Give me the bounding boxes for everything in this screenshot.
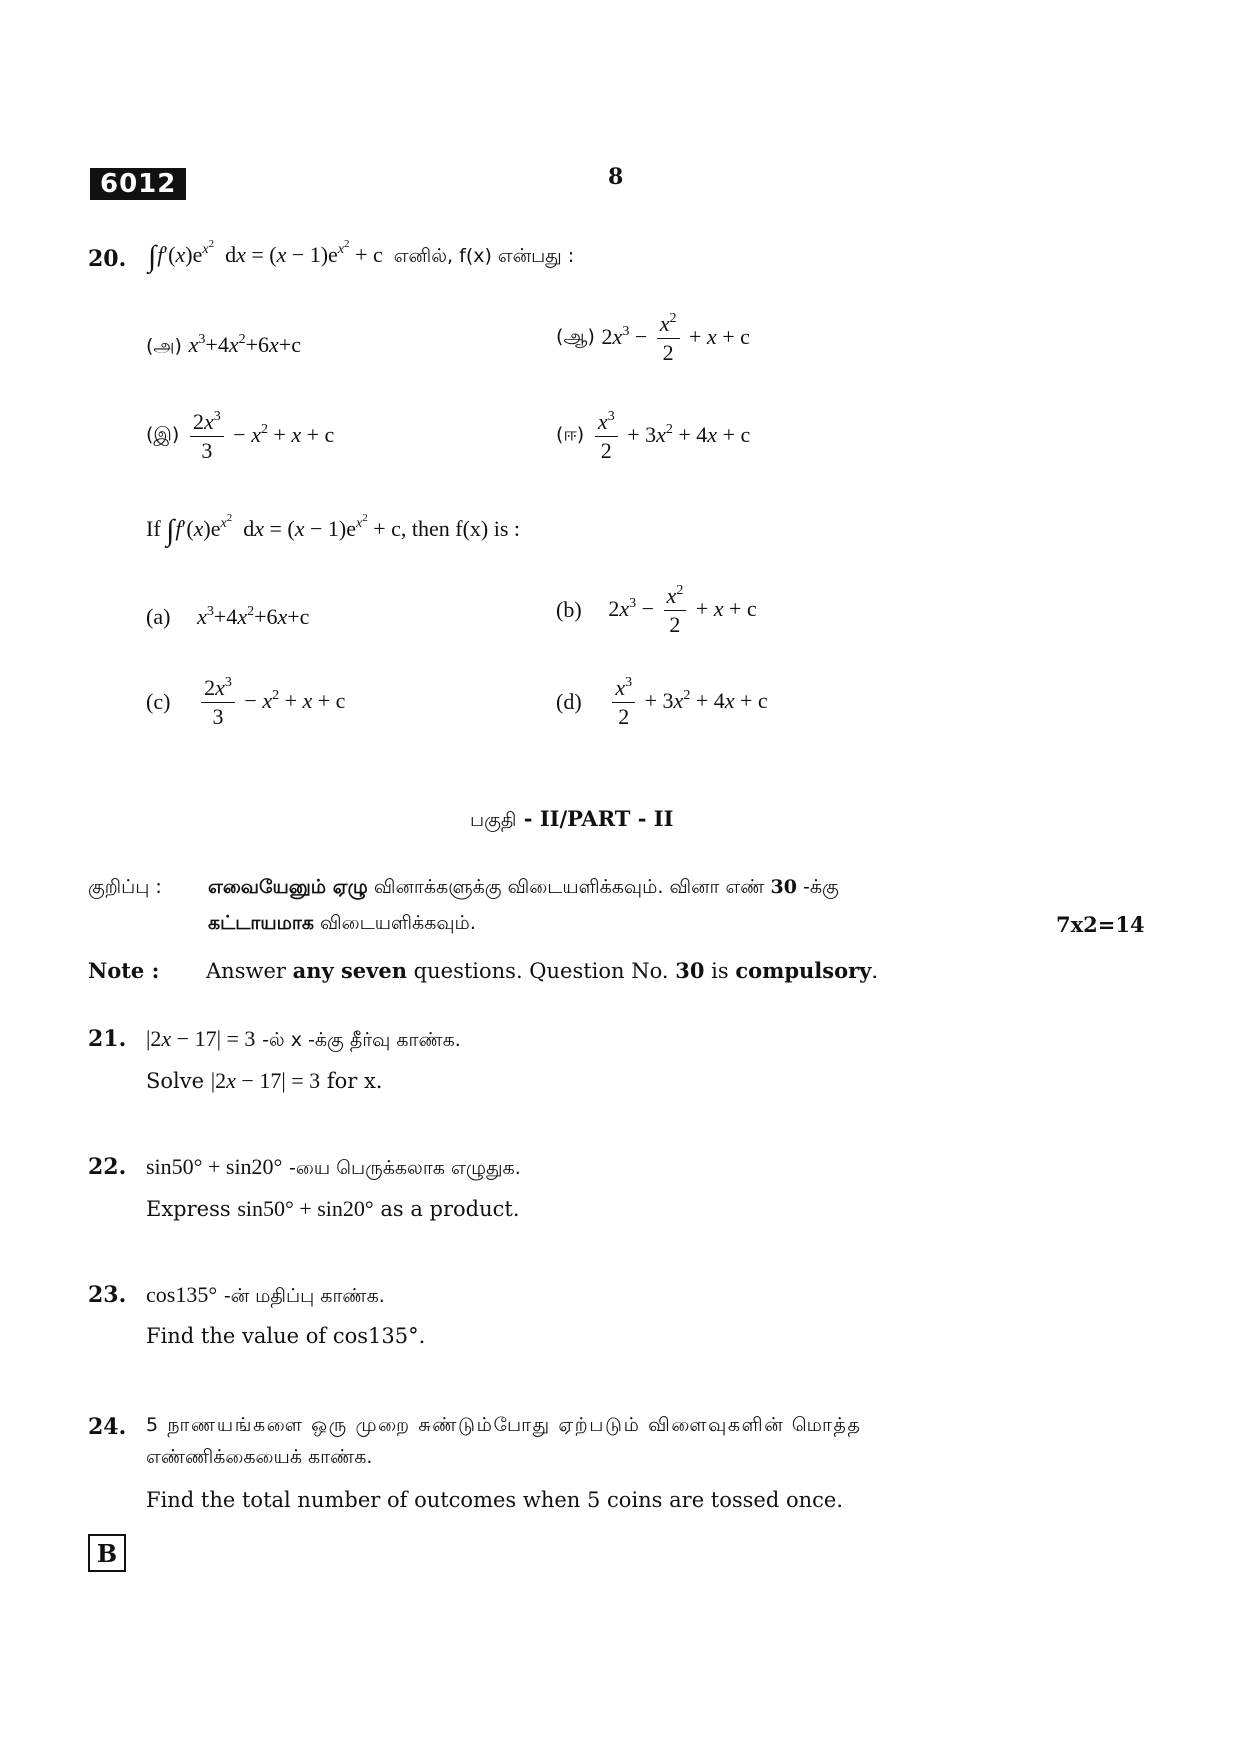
note-text: is [704,959,736,983]
option-expression: $2x^3$ − $\frac{x^2}{2}$ + x + c [601,311,750,366]
q21-en-prefix: Solve [146,1069,205,1093]
note-text: வினாக்களுக்கு விடையளிக்கவும். வினா எண் [367,876,771,898]
q21-en-suffix: for x. [326,1069,383,1093]
option-expression: $\frac{2x^3}{3}$ − $x^2 + x + c$ [197,688,345,713]
q20-integral-statement: $\int f'(x)e^{x^2}$ dx = $(x - 1)e^{x^2} + c$ எனில், f(x) என்பது : [148,238,575,273]
note-text: questions. Question No. [407,959,676,983]
q21-english [146,1068,382,1094]
q21-expression: |2x − 17| = 3 [210,1068,321,1093]
option-label: (இ) [146,423,180,446]
q23-english: Find the value of cos135°. [146,1324,426,1348]
q24-tamil-line2: எண்ணிக்கையைக் காண்க. [146,1446,373,1468]
q20-en-prefix: If [146,516,161,541]
q23-tamil [146,1282,385,1310]
q24-english: Find the total number of outcomes when 5 coins are tossed once. [146,1488,844,1512]
q22-en-prefix: Express [146,1197,231,1221]
note-emphasis: கட்டாயமாக [208,912,314,934]
note-english-text [206,958,878,983]
note-label-english: Note : [88,958,160,983]
marks-allocation: 7x2=14 [1056,912,1145,937]
q20-option-d-en [556,676,768,729]
q20-option-d-ta [556,410,750,463]
q20-option-c-en [146,676,345,729]
q22-en-suffix: as a product. [380,1197,520,1221]
q20-option-a-ta [146,332,301,360]
page-number: 8 [608,164,624,190]
option-label: (b) [556,597,582,623]
option-label: (ஈ) [556,423,585,446]
q21-tamil [146,1026,461,1054]
q23-tamil-text: -ன் மதிப்பு காண்க. [223,1285,385,1307]
paper-code-badge: 6012 [90,168,186,200]
part-heading [470,806,673,834]
question-number-20: 20. [88,246,127,272]
option-expression: $\frac{x^3}{2}$ + $3x^2 + 4x + c$ [591,422,750,447]
question-number-22: 22. [88,1154,127,1180]
note-text: விடையளிக்கவும். [313,912,476,934]
q24-tamil-line1: 5 நாணயங்களை ஒரு முறை சுண்டும்போது ஏற்படும் விளைவுகளின் மொத்த [146,1414,862,1436]
q20-option-b-ta [556,312,750,365]
q20-option-b-en [556,584,757,637]
option-expression: $\frac{x^3}{2}$ + $3x^2 + 4x + c$ [608,688,767,713]
q21-expression: |2x − 17| = 3 [146,1026,256,1051]
option-expression: $x^3+4x^2+6x+c$ [197,604,310,629]
option-label: (ஆ) [556,325,595,348]
option-expression: $2x^3$ − $\frac{x^2}{2}$ + x + c [608,583,757,638]
note-emphasis: any seven [292,958,407,983]
q22-expression: sin50° + sin20° [146,1154,283,1179]
note-question-number: 30 [770,876,797,898]
note-label-tamil: குறிப்பு : [88,876,162,898]
note-text: Answer [206,959,293,983]
option-label: (அ) [146,335,182,357]
part-title-english: - II/PART - II [516,806,674,831]
question-number-23: 23. [88,1282,127,1308]
q22-expression: sin50° + sin20° [237,1196,374,1221]
note-tamil-line1 [208,876,1093,901]
q20-en-suffix: , then f(x) is : [400,516,521,541]
q22-tamil [146,1154,521,1182]
q20-option-c-ta [146,410,334,463]
q22-english [146,1196,520,1222]
option-expression: $\frac{2x^3}{3}$ − $x^2 + x + c$ [186,422,334,447]
note-emphasis: compulsory [735,958,872,983]
question-number-21: 21. [88,1026,127,1052]
note-tamil-line2 [208,912,476,937]
note-text: . [871,959,879,983]
option-label: (d) [556,689,582,715]
question-number-24: 24. [88,1414,127,1440]
note-question-number: 30 [675,958,705,983]
q20-option-a-en [146,604,309,630]
part-title-tamil: பகுதி [470,809,517,831]
note-emphasis: எவையேனும் ஏழு [208,876,368,898]
option-label: (c) [146,689,171,715]
option-expression: $x^3+4x^2+6x+c$ [188,332,301,357]
booklet-series-box: B [88,1534,126,1572]
q20-english-statement: If $\int f'(x)e^{x^2}$ dx = $(x - 1)e^{x^2} + c$, then f(x) is : [146,512,521,547]
q22-tamil-text: -யை பெருக்கலாக எழுதுக. [289,1157,521,1179]
q20-tamil-suffix: எனில், f(x) என்பது : [393,245,575,267]
note-text: -க்கு [796,876,839,898]
option-label: (a) [146,604,171,629]
q21-tamil-text: -ல் x -க்கு தீர்வு காண்க. [262,1029,461,1051]
q23-expression: cos135° [146,1282,218,1307]
